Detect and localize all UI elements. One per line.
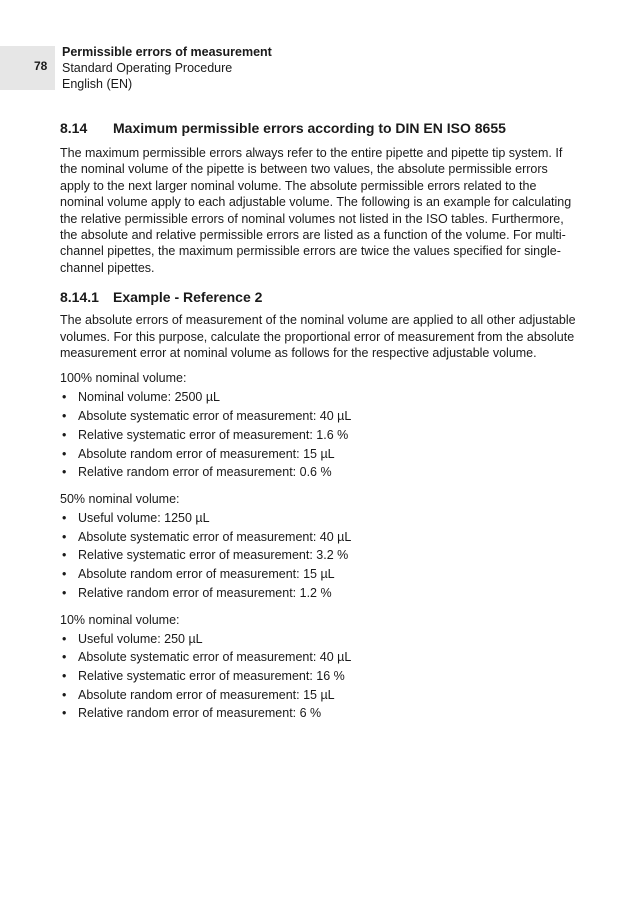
bullet-icon: •: [62, 650, 67, 665]
list-item-text: Useful volume: 1250 µL: [78, 510, 210, 525]
list-item-text: Absolute random error of measurement: 15 µL: [78, 446, 335, 461]
list-item: [60, 528, 580, 547]
list-item: [60, 388, 580, 407]
section-number: 8.14: [60, 120, 88, 136]
bullet-icon: •: [62, 510, 67, 525]
bullet-icon: •: [62, 668, 67, 683]
list-item: [60, 667, 580, 686]
subsection-body: The absolute errors of measurement of the nominal volume are applied to all other adjustable volumes. For this purpose, calculate the proportional error of measurement from the absolute measurement error at nominal volume as follows for the respective adjustable volume.: [60, 313, 576, 361]
header-subtitle: Standard Operating Procedure: [62, 61, 233, 75]
section-body: The maximum permissible errors always refer to the entire pipette and pipette tip system. If the nominal volume of the pipette is between two values, the absolute permissible errors apply to the next larger nominal volume. The absolute permissible errors related to the nominal volume apply to each adjustable volume. The following is an example for calculating the relative permissible errors of nominal volumes not listed in the ISO tables. Furthermore, the absolute and relative permissible errors are listed as a function of the volume. For multi-channel pipettes, the maximum permissible errors are twice the values specified for single-channel pipettes.: [60, 146, 572, 275]
list-item-text: Useful volume: 250 µL: [78, 631, 203, 646]
bullet-icon: •: [62, 548, 67, 563]
list-item-text: Absolute random error of measurement: 15 µL: [78, 687, 335, 702]
bullet-list: [60, 388, 580, 482]
section-heading: [60, 120, 580, 136]
bullet-icon: •: [62, 585, 67, 600]
list-item-text: Relative random error of measurement: 6 %: [78, 706, 322, 721]
bullet-list: [60, 630, 580, 724]
bullet-icon: •: [62, 567, 67, 582]
example-groups: [60, 370, 580, 723]
header-language: English (EN): [62, 77, 133, 91]
bullet-icon: •: [62, 706, 67, 721]
bullet-icon: •: [62, 446, 67, 461]
list-item: [60, 565, 580, 584]
list-item: [60, 426, 580, 445]
bullet-list: [60, 509, 580, 603]
list-item-text: Absolute systematic error of measurement: 40 µL: [78, 409, 352, 424]
list-item-text: Absolute random error of measurement: 15 µL: [78, 567, 335, 582]
list-item-text: Absolute systematic error of measurement: 40 µL: [78, 650, 352, 665]
group-label: 100% nominal volume:: [60, 371, 187, 386]
header-title: Permissible errors of measurement: [62, 45, 272, 59]
bullet-icon: •: [62, 390, 67, 405]
list-item: [60, 463, 580, 482]
page-number: 78: [34, 59, 48, 73]
main-content: [60, 120, 580, 723]
list-item: [60, 686, 580, 705]
list-item: [60, 445, 580, 464]
bullet-icon: •: [62, 427, 67, 442]
list-item: [60, 509, 580, 528]
list-item: [60, 407, 580, 426]
list-item: [60, 648, 580, 667]
list-item-text: Nominal volume: 2500 µL: [78, 390, 220, 405]
list-item-text: Relative systematic error of measurement: 3.2 %: [78, 548, 349, 563]
bullet-icon: •: [62, 631, 67, 646]
bullet-icon: •: [62, 529, 67, 544]
subsection-title: Example - Reference 2: [113, 289, 263, 306]
bullet-icon: •: [62, 409, 67, 424]
subsection-number: 8.14.1: [60, 289, 99, 306]
list-item: [60, 630, 580, 649]
bullet-icon: •: [62, 465, 67, 480]
list-item: [60, 546, 580, 565]
list-item-text: Relative random error of measurement: 0.6 %: [78, 465, 332, 480]
group-label: 50% nominal volume:: [60, 491, 180, 506]
bullet-icon: •: [62, 687, 67, 702]
list-item-text: Relative systematic error of measurement: 1.6 %: [78, 427, 349, 442]
section-title: Maximum permissible errors according to DIN EN ISO 8655: [113, 120, 506, 136]
page-header: [62, 44, 272, 92]
subsection-heading: [60, 289, 580, 305]
list-item: [60, 704, 580, 723]
list-item: [60, 584, 580, 603]
list-item-text: Absolute systematic error of measurement: 40 µL: [78, 529, 352, 544]
group-label: 10% nominal volume:: [60, 612, 180, 627]
list-item-text: Relative random error of measurement: 1.2 %: [78, 585, 332, 600]
list-item-text: Relative systematic error of measurement: 16 %: [78, 668, 345, 683]
